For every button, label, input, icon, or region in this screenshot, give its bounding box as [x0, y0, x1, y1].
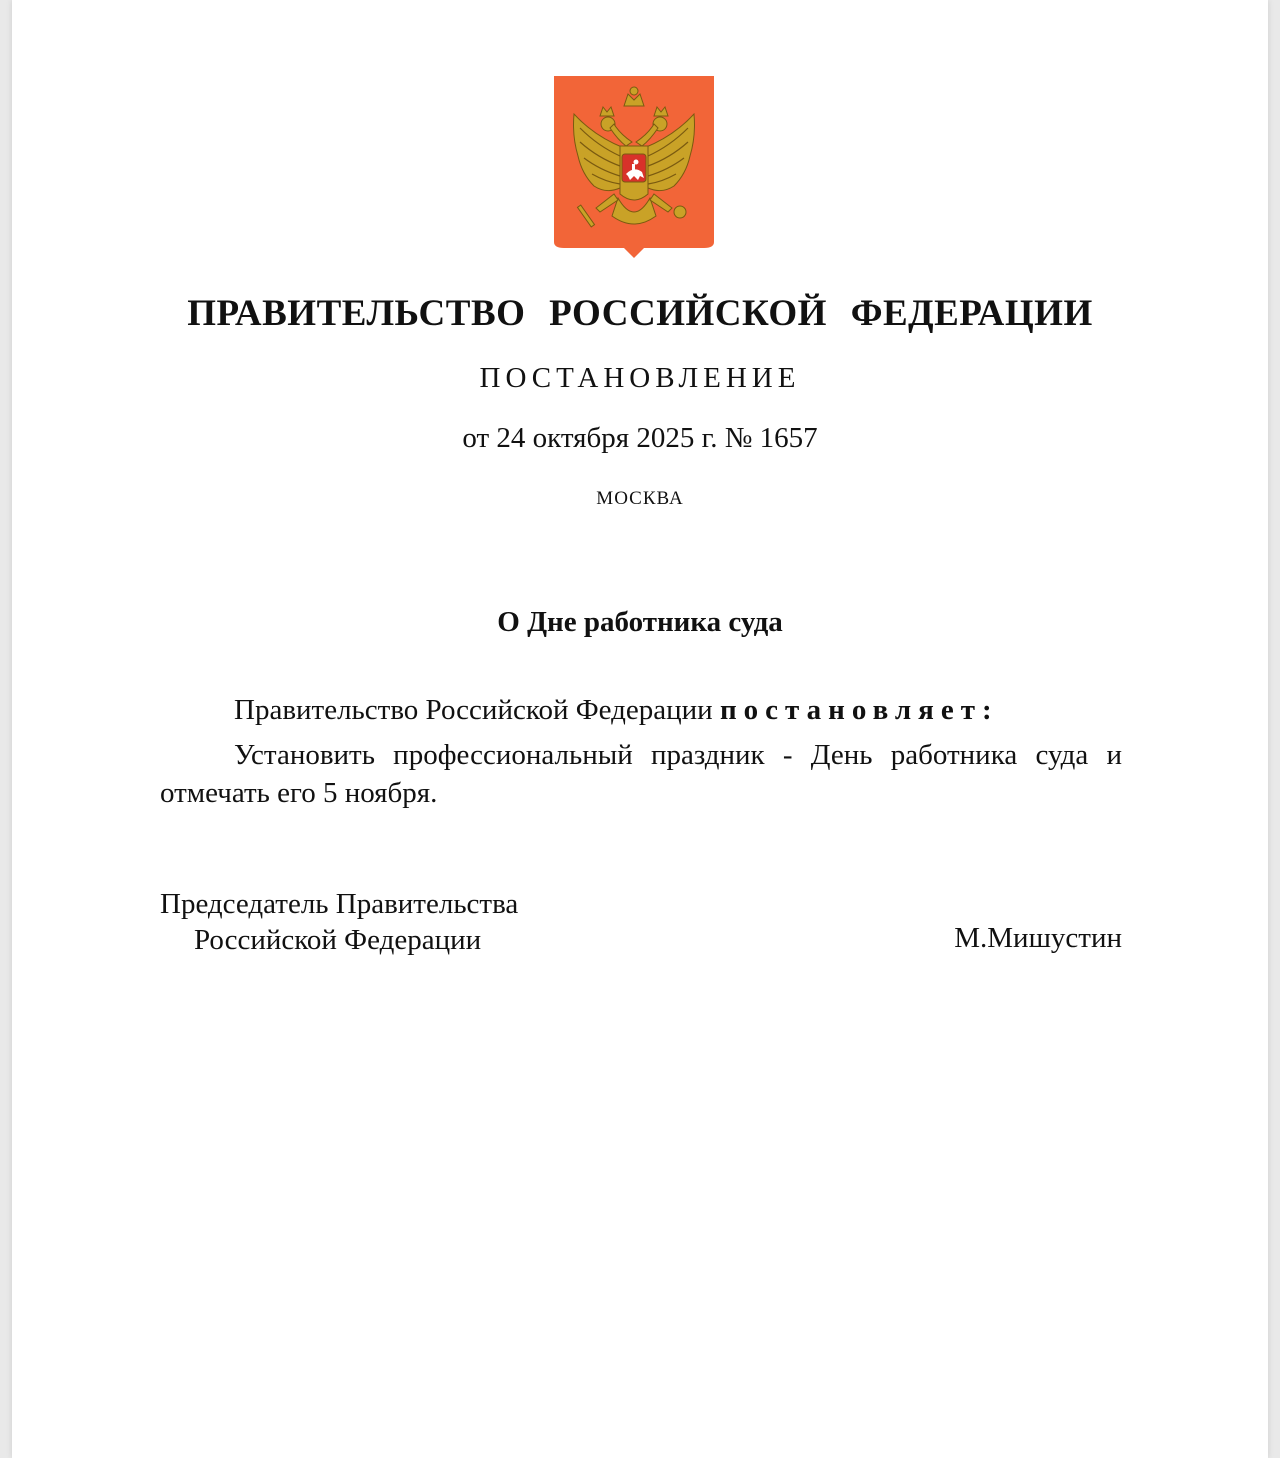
signer-name: М.Мишустин	[954, 922, 1122, 954]
preamble-text: Правительство Российской Федерации	[234, 694, 713, 726]
organization-title: ПРАВИТЕЛЬСТВО РОССИЙСКОЙ ФЕДЕРАЦИИ	[187, 293, 1093, 334]
document-subject: О Дне работника суда	[497, 606, 783, 638]
preamble	[234, 694, 999, 727]
document-city: МОСКВА	[596, 488, 684, 509]
signer-title	[160, 886, 518, 958]
document-date-number: от 24 октября 2025 г. № 1657	[462, 422, 818, 454]
document-body: Установить профессиональный праздник - День работника суда и отмечать его 5 ноября.	[160, 739, 1122, 809]
coat-of-arms-icon	[554, 76, 714, 260]
signer-title-line-1: Председатель Правительства	[160, 888, 519, 920]
document-type: ПОСТАНОВЛЕНИЕ	[479, 362, 801, 394]
signer-title-line-2: Российской Федерации	[194, 924, 482, 956]
document-page	[12, 0, 1268, 1458]
decree-word: постановляет:	[719, 694, 999, 726]
